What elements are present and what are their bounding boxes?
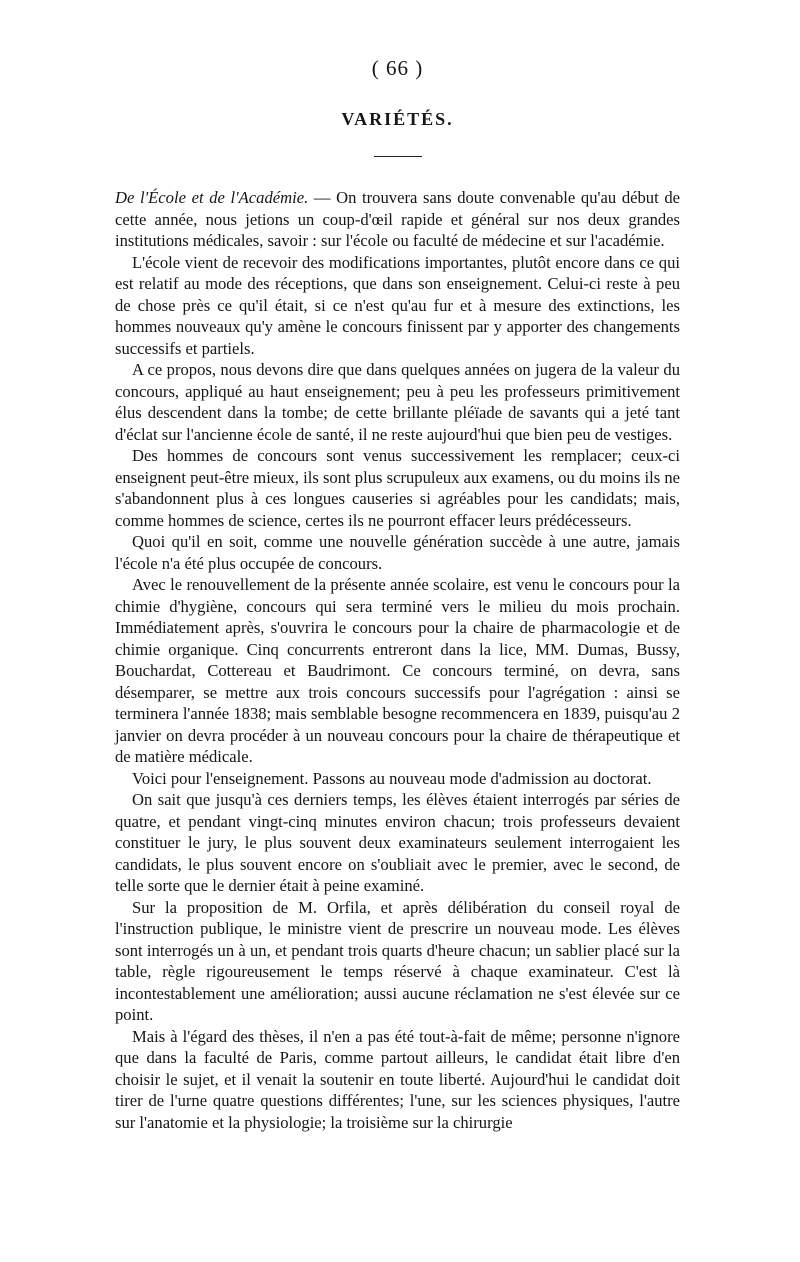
page-number: ( 66 ) <box>371 56 424 80</box>
article-heading: De l'École et de l'Académie. <box>115 188 309 207</box>
paragraph: Sur la proposition de M. Orfila, et après délibération du conseil royal de l'instruction publique, le ministre vient de prescrire un nouveau mode. Les élèves sont interrogés un à un, et pendant trois quarts d'heure chacun; un sablier placé sur la table, règle rigoureusement le temps réservé à chaque examinateur. C'est là incontestablement une amélioration; aussi aucune réclamation ne s'est élevée sur ce point. <box>115 897 680 1024</box>
paragraph: Voici pour l'enseignement. Passons au nouveau mode d'admission au doctorat. <box>132 768 652 788</box>
paragraph: A ce propos, nous devons dire que dans quelques années on jugera de la valeur du concours, appliqué au haut enseignement; peu à peu les professeurs primitivement élus descendent dans la tombe; de cette brillante pléïade de savants qui a jeté tant d'éclat sur l'ancienne école de santé, il ne reste aujourd'hui que bien peu de vestiges. <box>115 360 680 444</box>
paragraph-intro <box>115 187 680 252</box>
paragraph: Quoi qu'il en soit, comme une nouvelle génération succède à une autre, jamais l'école n'a été plus occupée de concours. <box>115 532 680 573</box>
paragraph: On sait que jusqu'à ces derniers temps, les élèves étaient interrogés par séries de quatre, et pendant vingt-cinq minutes environ chacun; trois professeurs devaient constituer le jury, le plus souvent deux examinateurs seulement interrogaient les candidats, le plus souvent encore on s'oubliait avec le premier, avec le second, de telle sorte que le dernier était à peine examiné. <box>115 790 680 895</box>
article-body <box>115 187 680 1133</box>
title-divider <box>374 156 422 157</box>
paragraph: L'école vient de recevoir des modifications importantes, plutôt encore dans ce qui est relatif au mode des réceptions, que dans son enseignement. Celui-ci reste à peu de chose près ce qu'il était, si ce n'est qu'au fur et à mesure des extinctions, les hommes nouveaux qu'y amène le concours finissent par y apporter des changements successifs et partiels. <box>115 252 680 358</box>
paragraph-text: — On trouvera sans doute convenable qu'au début de cette année, nous jetions un coup-d'œil rapide et général sur nos deux grandes institutions médicales, savoir : sur l'école ou faculté de médecine et sur l'académie. <box>115 188 680 250</box>
section-title: VARIÉTÉS. <box>341 109 454 129</box>
paragraph: Des hommes de concours sont venus successivement les remplacer; ceux-ci enseignent peut-être mieux, ils sont plus scrupuleux aux examens, ou du moins ils ne s'abandonnent plus à ces longues causeries si agréables pour les candidats; mais, comme hommes de science, certes ils ne pourront effacer leurs prédécesseurs. <box>115 446 680 530</box>
document-page <box>115 56 680 1133</box>
paragraph: Avec le renouvellement de la présente année scolaire, est venu le concours pour la chimie d'hygiène, concours qui sera terminé vers le milieu du mois prochain. Immédiatement après, s'ouvrira le concours pour la chaire de pharmacologie et de chimie organique. Cinq concurrents entreront dans la lice, MM. Dumas, Bussy, Bouchardat, Cottereau et Baudrimont. Ce concours terminé, on devra, sans désemparer, se mettre aux trois concours successifs pour l'agrégation : ainsi se terminera l'année 1838; mais semblable besogne recommencera en 1839, puisqu'au 2 janvier on devra procéder à un nouveau concours pour la chaire de thérapeutique et de matière médicale. <box>115 575 680 766</box>
paragraph: Mais à l'égard des thèses, il n'en a pas été tout-à-fait de même; personne n'ignore que dans la faculté de Paris, comme partout ailleurs, le candidat était libre d'en choisir le sujet, et il venait la soutenir en toute liberté. Aujourd'hui le candidat doit tirer de l'urne quatre questions différentes; l'une, sur les sciences physiques, l'autre sur l'anatomie et la physiologie; la troisième sur la chirurgie <box>115 1026 680 1132</box>
